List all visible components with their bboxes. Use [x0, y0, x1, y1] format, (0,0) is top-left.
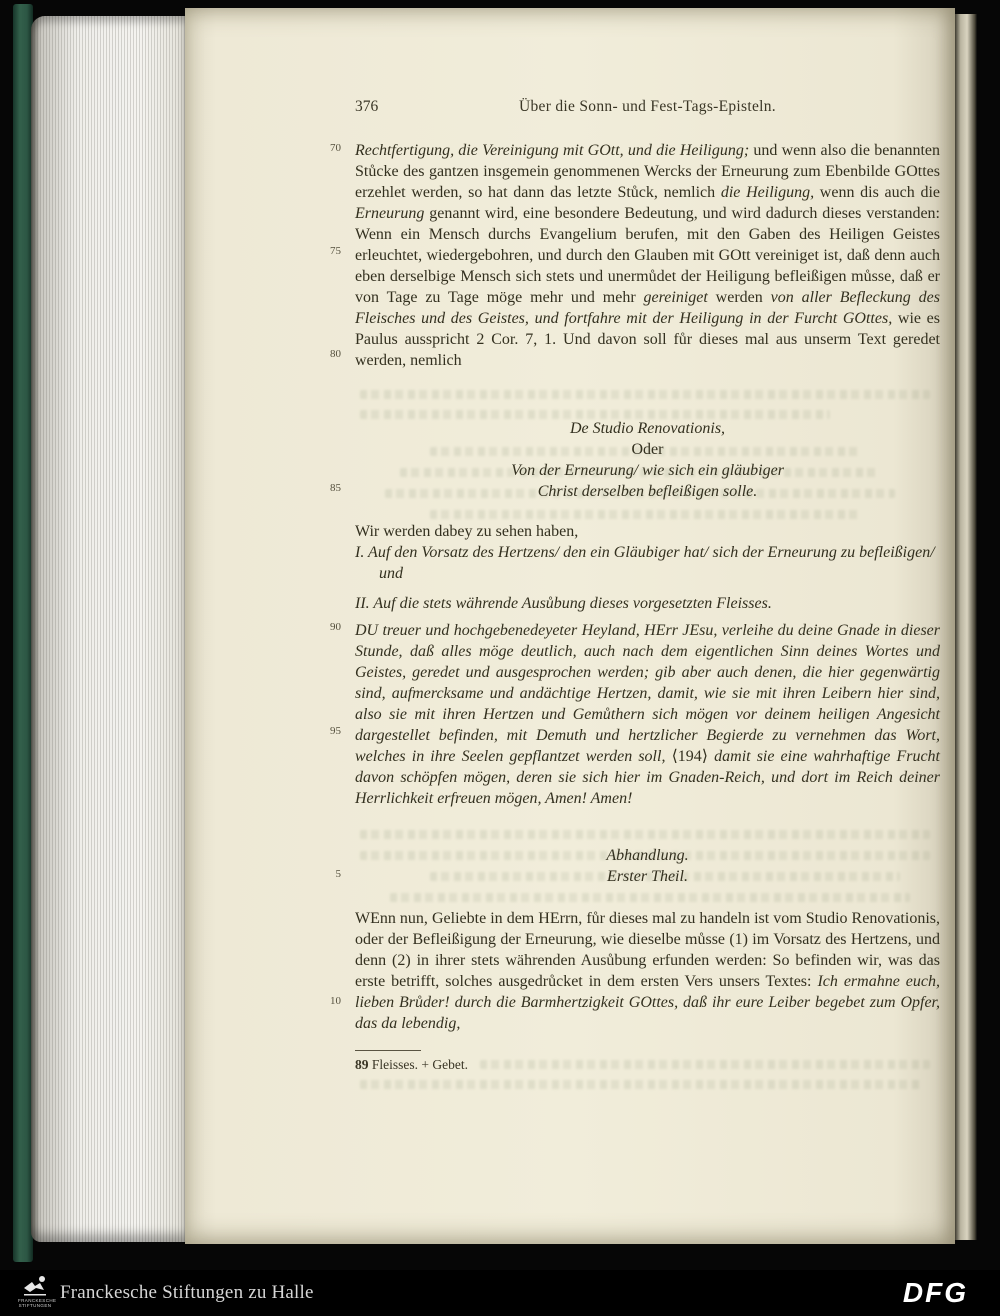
bleedthrough-text	[360, 1080, 920, 1089]
bleedthrough-text	[360, 390, 930, 399]
body-text: wenn dis auch die	[814, 184, 940, 201]
prayer-paragraph	[355, 620, 940, 809]
bleedthrough-text	[430, 510, 860, 519]
sermon-title-block	[355, 418, 940, 502]
line-number: 70	[330, 142, 341, 154]
footnote-number: 89	[355, 1057, 369, 1072]
body-text: WEnn nun, Geliebte in dem HErrn, fůr dieses mal zu handeln ist vom Studio Renovationis, oder der Befleißigung der Erneurung, wie dieselbe můsse (1) im Vorsatz des Hertzens, und denn (2) in ihrer stets währenden Ausůbung erfunden werden: So befinden wir, was das erste betrifft, solches ausgedrůcket in dem ersten Vers unsers Textes:	[355, 910, 940, 990]
sermon-title-line: De Studio Renovationis,	[569, 420, 726, 437]
section-heading-line: Erster Theil.	[607, 868, 688, 885]
eagle-sun-emblem-icon	[22, 1274, 48, 1298]
emblem-caption-line: STIFTUNGEN	[18, 1303, 52, 1308]
outline-numeral: I.	[355, 544, 365, 561]
outline-item-1	[355, 542, 940, 584]
prayer-text: DU treuer und hochgebenedeyeter Heyland, HErr JEsu, verleihe du deine Gnade in dieser Stunde, daß alles möge deutlich, auch nach dem eigentlichen Sinn deines Wortes und Geistes, geredet und ausgesprochen werden; gib aber auch denen, die hier gegenwärtig sind, aufmercksame und andächtige Hertzen, damit, wie sie mit ihren Leibern hier sind, also sie mit ihren Hertzen und Gemůthern sich mögen vor deinem heiligen Angesicht dargestellet befinden, mit Demuth und hertzlicher Begierde zu vernehmen das Wort, welches in ihre Seelen gepflantzet werden soll,	[355, 622, 940, 765]
prayer-text: damit sie eine wahrhaftige Frucht davon schöpfen mögen, deren sie sich hier im Gnaden-Reich, und dort im Reich deiner Herrlichkeit erfreuen mögen, Amen! Amen!	[355, 748, 941, 807]
body-text: Erneurung	[355, 205, 425, 222]
page-header	[355, 98, 940, 120]
book-spine	[13, 4, 33, 1262]
institution-name: Franckesche Stiftungen zu Halle	[60, 1282, 314, 1303]
body-text: und wenn also die benannten Stůcke des gantzen insgemein genommenen Wercks der Erneurung zum Ebenbilde GOttes erzehlet werden, so hat dann das letzte Stůck, nemlich	[355, 142, 940, 201]
page-edges-left	[31, 16, 187, 1242]
page-break-marker: ⟨194⟩	[671, 748, 709, 765]
body-text: wie es Paulus ausspricht 2 Cor. 7, 1. Und davon soll fůr dieses mal aus unserm Text geredet werden, nemlich	[355, 310, 941, 369]
line-number: 5	[335, 868, 341, 880]
sermon-title-line: Oder	[631, 441, 664, 458]
outline-item-2	[355, 593, 940, 614]
line-number: 10	[330, 995, 341, 1007]
body-text: die Heiligung,	[720, 184, 815, 201]
body-text: von aller Befleckung des Fleisches und des Geistes, und fortfahre mit der Heiligung in der Furcht GOttes,	[355, 289, 940, 327]
viewer-footer	[0, 1270, 1000, 1316]
footnote	[355, 1057, 940, 1073]
line-number: 95	[330, 725, 341, 737]
bleedthrough-text	[360, 830, 930, 839]
footnote-text: Fleisses. + Gebet.	[368, 1057, 468, 1072]
running-header: Über die Sonn- und Fest-Tags-Episteln.	[519, 98, 776, 115]
outline-text: Auf den Vorsatz des Hertzens/ den ein Gläubiger hat/ sich der Erneurung zu befleißigen/ und	[364, 544, 935, 582]
outline-intro: Wir werden dabey zu sehen haben,	[355, 523, 579, 540]
paragraph-justification	[355, 140, 940, 371]
body-text: Rechtfertigung, die Vereinigung mit GOtt, und die Heiligung;	[355, 142, 750, 159]
page-number: 376	[355, 98, 379, 115]
footnote-rule	[355, 1050, 421, 1051]
line-number: 90	[330, 621, 341, 633]
sermon-title-line: Von der Erneurung/ wie sich ein gläubiger	[511, 462, 784, 479]
line-number: 85	[330, 482, 341, 494]
bleedthrough-text	[390, 893, 910, 902]
outline-text: Auf die stets währende Ausůbung dieses vorgesetzten Fleisses.	[369, 595, 772, 612]
body-text: genannt wird, eine besondere Bedeutung, und wird dadurch dieses verstanden: Wenn ein Mensch durchs Evangelium berufen, mit den Gaben des Heiligen Geistes erleuchtet, wiedergebohren, und durch den Glauben mit GOtt vereiniget ist, daß denn auch eben derselbige Mensch sich stets und unermůdet der Heiligung befleißigen můsse, daß er von Tage zu Tage möge mehr und mehr	[355, 205, 940, 306]
paragraph-treatise	[355, 908, 940, 1034]
franckesche-stiftungen-logo	[18, 1274, 57, 1314]
scripture-quote: Ich ermahne euch, lieben Brůder! durch die Barmhertzigkeit GOttes, daß ihr eure Leiber begebet zum Opfer, das da lebendig,	[355, 973, 940, 1032]
outline-numeral: II.	[355, 595, 370, 612]
dfg-logo: DFG	[902, 1277, 968, 1308]
page-edge-right	[955, 14, 977, 1240]
body-text: werden	[707, 289, 771, 306]
section-heading	[355, 845, 940, 887]
book-page	[185, 8, 955, 1244]
emblem-caption-line: FRANCKESCHE	[18, 1298, 57, 1303]
sermon-title-line: Christ derselben befleißigen solle.	[537, 483, 758, 500]
line-number: 75	[330, 245, 341, 257]
body-text: gereiniget	[643, 289, 708, 306]
line-number: 80	[330, 348, 341, 360]
section-heading-line: Abhandlung.	[606, 847, 689, 864]
